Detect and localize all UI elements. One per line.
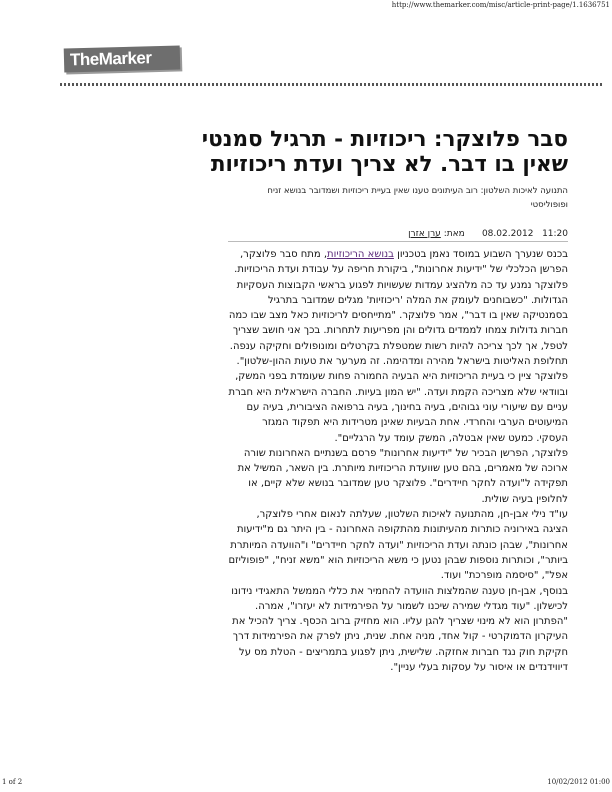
article-paragraph: פלוצקר ציין כי בעיית הריכוזיות היא הבעיה החמורה פחות שעומדת בפני המשק, ובוודאי שלא מצריכה הקמת ועדה. "יש המון בעיות. החברה הישראלית היא חברת עניים עם שיעורי עוני גבוהים, בעיה בחינוך, בעיה ברפואה הציבורית, בעיה עם המיעוטים הערבי והחרדי. אחת הבעיות שאינן מטרידות היא תפקוד המגזר העסקי. כמעט שאין אבטלה, המשק עומד על הרגליים". [228, 371, 568, 444]
topic-link[interactable]: בנושא הריכוזיות [327, 249, 394, 260]
author-prefix: מאת: [443, 229, 465, 239]
article-date: 08.02.2012 [481, 229, 534, 239]
dotted-divider [60, 83, 602, 86]
article-meta [408, 229, 568, 239]
article-subtitle: התנועה לאיכות השלטון: רוב העיתונים טענו שאין בעיית ריכוזיות ושמדובר בנושא זניח ופופוליסטי [267, 186, 568, 210]
article-paragraph: בכנס שנערך השבוע במוסד נאמן בטכניון בנושא הריכוזיות, מתח סבר פלוצקר, הפרשן הכלכלי של "ידיעות אחרונות", ביקורת חריפה על עבודת ועדת הריכוזיות. פלוצקר נמנע עד כה מלהציג עמדות שעשויות לפגוע בראשי הקבוצות העסקיות הגדולות. "כשבוחנים לעומק את המלה 'ריכוזיות' מגלים שמדובר בתרגיל בסמנטיקה שאין בו דבר", אמר פלוצקר. "מתייחסים לריכוזיות כאל מצב שבו כמה חברות גדולות צמחו לממדים גדולים והן מפריעות לתחרות. בכך אני חושב שצריך לטפל, אך לכך צריכה להיות רשות שמטפלת בקרטלים ומונופולים וחקיקה ענפה. תחלופת האליטות בישראל מהירה ומדהימה. זה מערער את טעות ההון-שלטון". [228, 249, 568, 368]
article-time: 11:20 [542, 229, 568, 239]
article-title: סבר פלוצקר: ריכוזיות - תרגיל סמנטי שאין בו דבר. לא צריך ועדת ריכוזיות [201, 127, 568, 177]
article-paragraph: פלוצקר, הפרשן הבכיר של "ידיעות אחרונות" פרסם בשנתיים האחרונות שורה ארוכה של מאמרים, בהם טען שוועדת הריכוזיות מיותרת. בין השאר, המשיל את תפקידה ל"ועדה לחקר חיידרים". פלוצקר טען שמדובר בנושא שלא קיים, או לחלופין בעיה שולית. [237, 447, 568, 505]
print-url: http://www.themarker.com/misc/article-print-page/1.1636751 [391, 1, 610, 9]
article-paragraph: בנוסף, אבן-חן טענה שהמלצות הוועדה להחמיר את כללי הממשל התאגידי נידונו לכישלון. "עוד מגדלי שמירה שיכנו לשמור על הפירמידות לא יעזרו", אמרה. "הפתרון הוא לא מינוי שצריך להגן עליו. הוא מחזיק ברוב הכסף. צריך להכיל את העיקרון הדמוקרטי - קול אחד, מניה אחת. שנית, ניתן לפרק את הפירמידות דרך חקיקת חוק נגד חברות אחזקה. שלישית, ניתן לפגוע בתמריצים - הטלת מס על דיווידנדים או איסור על עסקות בעלי עניין". [231, 585, 568, 674]
page-count: 1 of 2 [2, 778, 23, 786]
site-logo[interactable] [64, 43, 180, 73]
article-body [228, 247, 568, 675]
author-link[interactable]: ערן אזרן [408, 229, 441, 239]
article-paragraph: עו"ד נילי אבן-חן, מהתנועה לאיכות השלטון, שעלתה לנאום אחרי פלוצקר, הציגה באירוניה כותרות מהעיתונות מהתקופה האחרונה - בין היתר גם מ"ידיעות אחרונות", שבהן כונתה ועדת הריכוזיות "ועדה לחקר חיידרים" ו"הוועדה המיותרת ביותר", וכותרות נוספות שבהן נטען כי משא הריכוזיות הוא "משא זניח", "פופוליזם אפל", "סיסמה מופרכת" ועוד. [228, 509, 568, 582]
meta-divider [228, 241, 568, 242]
logo-text: TheMarker [69, 48, 152, 70]
print-datetime: 10/02/2012 01:00 [547, 778, 610, 786]
